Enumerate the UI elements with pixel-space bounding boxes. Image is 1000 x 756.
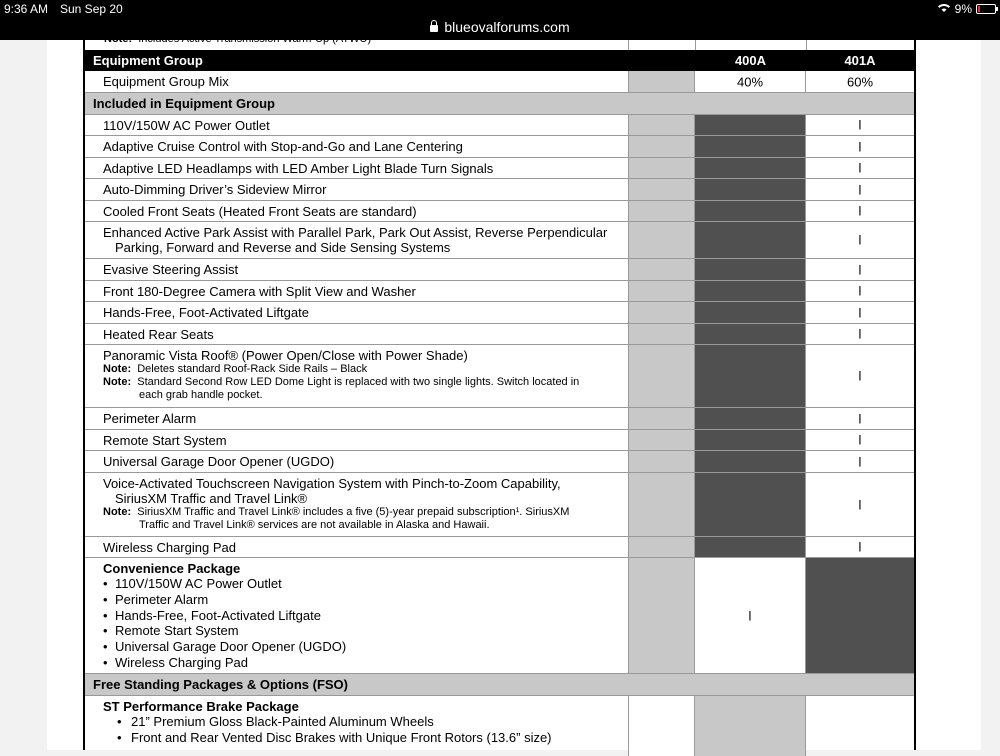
check-mark: l [858,539,862,555]
mix-400a: 40% [736,74,764,89]
mix-label: Equipment Group Mix [103,74,229,89]
table-row [85,179,914,201]
lock-icon [430,25,438,32]
check-mark: l [858,411,862,426]
item-label-line1: Voice-Activated Touchscreen Navigation System with Pinch-to-Zoom Capability, [103,476,561,491]
list-item: • Remote Start System [103,623,628,639]
table-row [85,408,914,430]
section-fso [85,674,914,696]
item-note [103,506,628,519]
item-label [103,476,628,532]
item-label-line2: Parking, Forward and Reverse and Side Sensing Systems [115,240,451,255]
st-package-row [85,696,914,756]
note-text: Deletes standard Roof-Rack Side Rails – Black [137,363,368,375]
item-label: Front 180-Degree Camera with Split View and Washer [103,284,416,299]
item-label: Remote Start System [103,433,227,448]
item-note [103,363,628,376]
table-row [85,115,914,136]
item-label: Adaptive LED Headlamps with LED Amber Light Blade Turn Signals [103,161,494,176]
check-mark: l [858,368,862,384]
header-400a: 400A [734,53,767,68]
convenience-package-row [85,558,914,674]
table-row [85,537,914,558]
item-label-line1: Enhanced Active Park Assist with Parallel Park, Park Out Assist, Reverse Perpendicular [103,225,608,240]
status-date: Sun Sep 20 [60,2,123,16]
table-row [85,281,914,302]
list-item: • Wireless Charging Pad [103,655,628,671]
check-mark: l [858,262,862,277]
table-row [85,345,914,408]
note-text: each grab handle pocket. [139,389,263,401]
header-title: Equipment Group [93,53,203,68]
status-right [937,2,996,16]
mix-row [85,71,914,93]
check-mark: l [748,608,752,623]
table-row [85,158,914,179]
item-note [103,376,628,389]
table-row [85,302,914,324]
header-401a: 401A [844,53,876,68]
item-label-line2: SiriusXM Traffic and Travel Link® [115,491,308,506]
list-item: • Perimeter Alarm [103,592,628,608]
table-row [85,473,914,537]
note-label: Note: [103,376,132,388]
section-included-title: Included in Equipment Group [93,96,275,111]
table-row [85,259,914,281]
mix-401a: 60% [846,74,874,89]
st-package [103,699,628,746]
note-label: Note: [103,506,132,518]
check-mark: l [858,497,862,512]
item-label [103,225,628,255]
list-item: • 110V/150W AC Power Outlet [103,576,628,592]
item-label-line1: Panoramic Vista Roof® (Power Open/Close with Power Shade) [103,348,468,363]
convenience-package [103,561,628,671]
item-label [103,348,628,402]
table-row [85,222,914,259]
note-label: Note: [103,363,132,375]
note-text: Traffic and Travel Link® services are not available in Alaska and Hawaii. [139,519,490,531]
battery-percent: 9% [954,2,972,16]
item-label: Auto-Dimming Driver’s Sideview Mirror [103,182,327,197]
equipment-group-header [85,50,914,71]
check-mark: l [858,182,862,197]
package-title: Convenience Package [103,561,241,576]
check-mark: l [858,305,862,320]
top-note-row [85,33,914,50]
note-label: Note: [104,33,133,45]
check-mark: l [858,160,862,176]
item-label: Cooled Front Seats (Heated Front Seats are standard) [103,204,417,219]
top-note [104,33,371,45]
package-title: ST Performance Brake Package [103,699,299,714]
table-row [85,136,914,158]
check-mark: l [858,203,862,219]
table-row [85,430,914,451]
note-text: SiriusXM Traffic and Travel Link® includes a five (5)-year prepaid subscription¹. SiriusXM [137,506,570,518]
check-mark: l [858,432,862,448]
check-mark: l [858,232,862,248]
item-label: Adaptive Cruise Control with Stop-and-Go and Lane Centering [103,139,463,154]
url-text: blueovalforums.com [444,19,570,35]
check-mark: l [858,326,862,342]
table-row [85,324,914,345]
list-item: • Universal Garage Door Opener (UGDO) [103,639,628,655]
list-item: • 21” Premium Gloss Black-Painted Aluminum Wheels [103,714,628,730]
table-row [85,451,914,473]
item-label: Heated Rear Seats [103,327,214,342]
list-item: • Hands-Free, Foot-Activated Liftgate [103,608,628,624]
section-fso-title: Free Standing Packages & Options (FSO) [93,677,348,692]
table-row [85,201,914,222]
note-text: Standard Second Row LED Dome Light is replaced with two single lights. Switch located in [137,376,580,388]
item-label: Evasive Steering Assist [103,262,239,277]
section-included [85,93,914,115]
note-text: Includes Active Transmission Warm-Up (ATWU) [138,33,372,45]
list-item: • Front and Rear Vented Disc Brakes with Unique Front Rotors (13.6” size) [103,730,628,746]
item-label: Universal Garage Door Opener (UGDO) [103,454,335,469]
check-mark: l [858,454,862,469]
wifi-icon [937,2,951,16]
status-time: 9:36 AM [4,2,49,16]
item-label: Wireless Charging Pad [103,540,236,555]
item-label: 110V/150W AC Power Outlet [103,118,270,133]
check-mark: l [858,117,862,133]
check-mark: l [858,283,862,299]
battery-icon [976,4,996,14]
item-label: Perimeter Alarm [103,411,197,426]
item-label: Hands-Free, Foot-Activated Liftgate [103,305,309,320]
check-mark: l [858,139,862,154]
